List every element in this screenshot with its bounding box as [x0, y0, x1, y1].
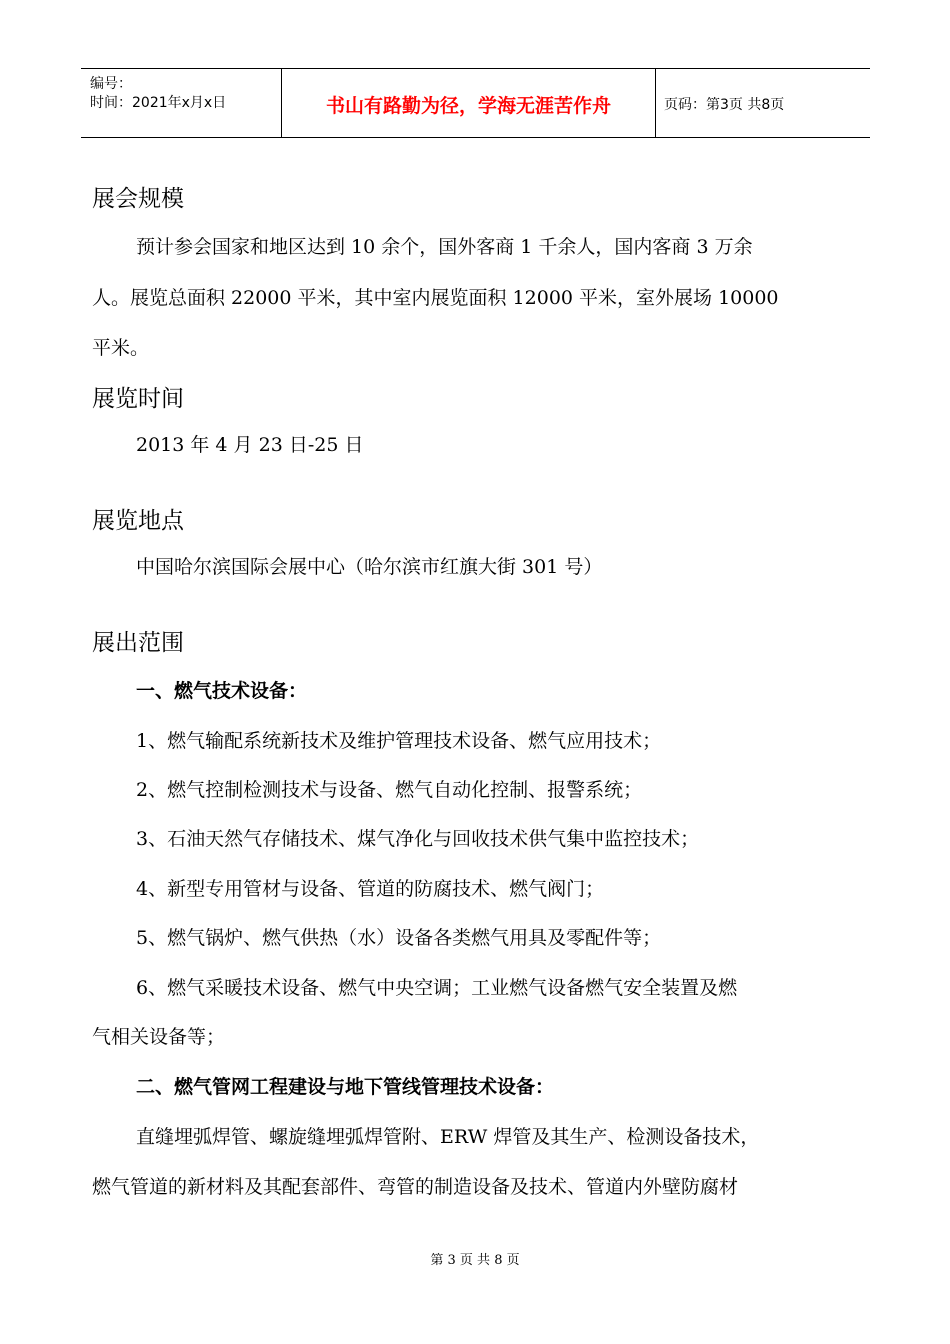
scale-line-1: 预计参会国家和地区达到 10 余个，国外客商 1 千余人，国内客商 3 万余: [136, 236, 753, 258]
motto: 书山有路勤为径，学海无涯苦作舟: [325, 95, 611, 117]
section-title-scope: 展出范围: [92, 630, 184, 656]
location-text: 中国哈尔滨国际会展中心（哈尔滨市红旗大街 301 号）: [136, 556, 603, 578]
scope-item-6-continued: 气相关设备等；: [92, 1026, 226, 1048]
scale-line-3: 平米。: [92, 337, 150, 359]
time-text: 2013 年 4 月 23 日-25 日: [136, 434, 364, 456]
section-title-time: 展览时间: [92, 386, 184, 412]
scope-item-5: 5、燃气锅炉、燃气供热（水）设备各类燃气用具及零配件等；: [136, 927, 662, 949]
header-page-cell: [655, 69, 870, 137]
page-footer: 第 3 页 共 8 页: [430, 1253, 520, 1268]
scale-line-2: 人。展览总面积 22000 平米，其中室内展览面积 12000 平米，室外展场 10000: [92, 287, 779, 309]
scope-para-line-2: 燃气管道的新材料及其配套部件、弯管的制造设备及技术、管道内外壁防腐材: [92, 1176, 739, 1198]
scope-subheading-2: 二、燃气管网工程建设与地下管线管理技术设备：: [136, 1076, 555, 1098]
scope-item-4: 4、新型专用管材与设备、管道的防腐技术、燃气阀门；: [136, 878, 605, 900]
scope-para-line-1: 直缝埋弧焊管、螺旋缝埋弧焊管附、ERW 焊管及其生产、检测设备技术，: [136, 1126, 760, 1148]
scope-item-3: 3、石油天然气存储技术、煤气净化与回收技术供气集中监控技术；: [136, 828, 700, 850]
date-line: 时间：2021年x月x日: [90, 95, 227, 111]
header-motto-cell: [281, 69, 656, 137]
section-title-location: 展览地点: [92, 508, 184, 534]
header-meta-cell: [81, 69, 281, 137]
scope-item-6: 6、燃气采暖技术设备、燃气中央空调；工业燃气设备燃气安全装置及燃: [136, 977, 738, 999]
scope-subheading-1: 一、燃气技术设备：: [136, 680, 308, 702]
section-title-scale: 展会规模: [92, 186, 184, 212]
number-label: 编号：: [90, 76, 132, 92]
page-info: 页码：第3页 共8页: [664, 97, 785, 113]
scope-item-1: 1、燃气输配系统新技术及维护管理技术设备、燃气应用技术；: [136, 730, 662, 752]
page-header: [81, 68, 870, 138]
scope-item-2: 2、燃气控制检测技术与设备、燃气自动化控制、报警系统；: [136, 779, 643, 801]
